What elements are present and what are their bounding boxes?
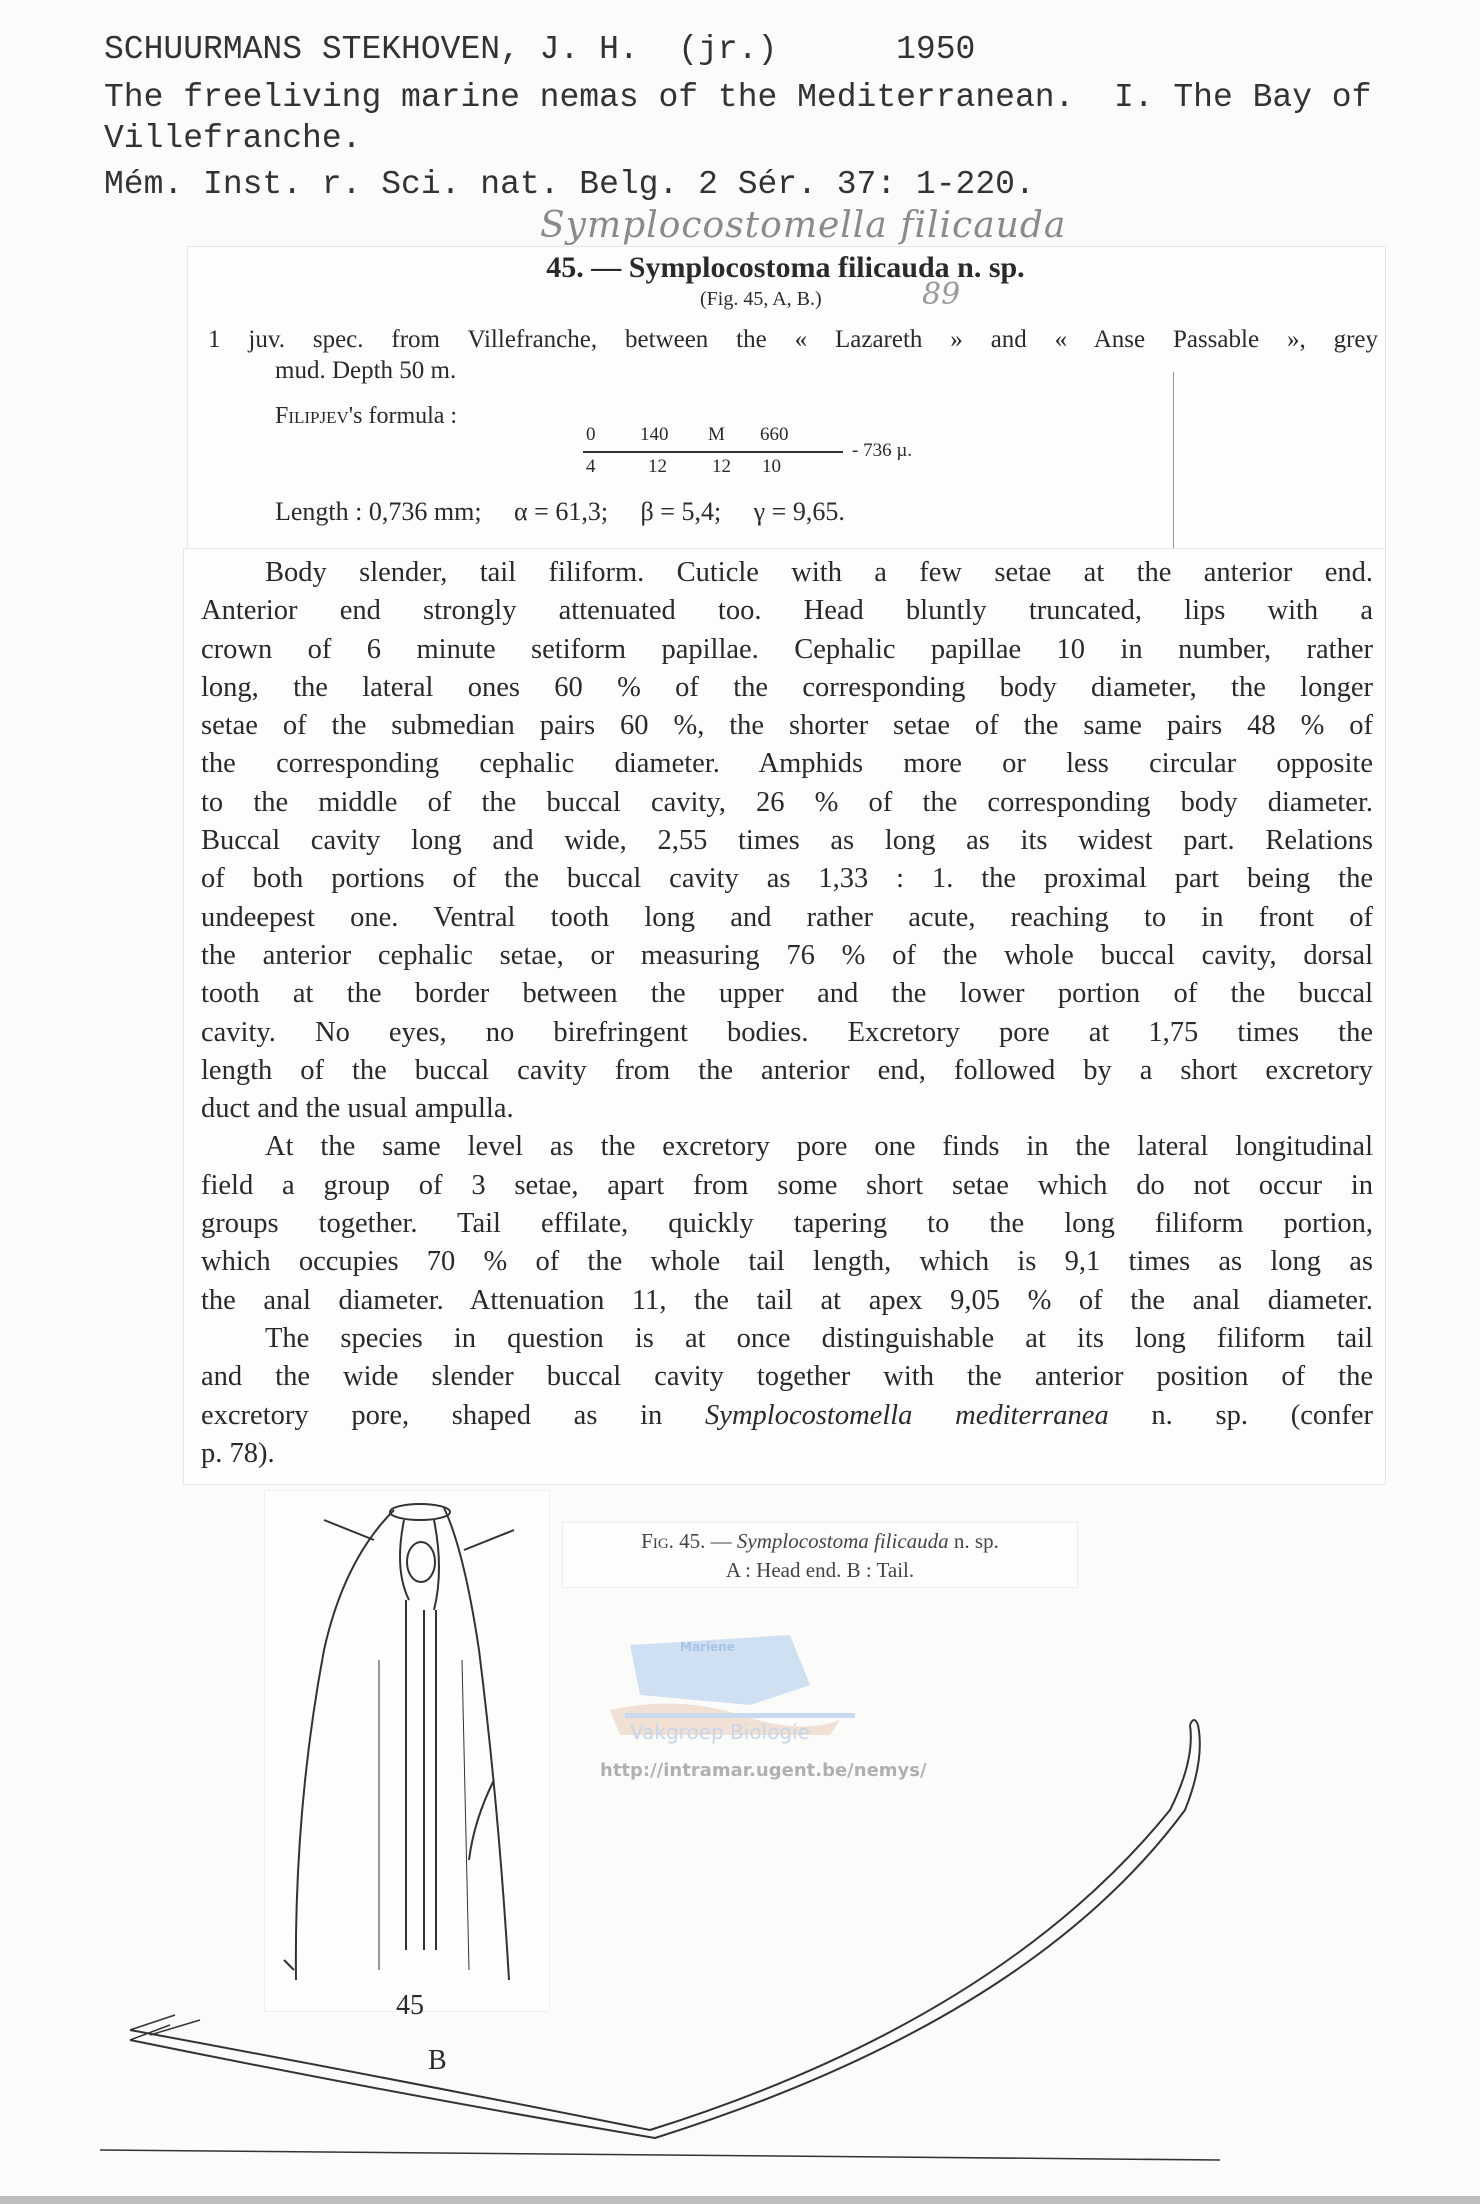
body-line: of both portions of the buccal cavity as 1,33 : 1. the proximal part being the bbox=[201, 863, 1373, 895]
clipping-edge-line bbox=[1173, 372, 1174, 548]
figure-caption-line-2: A : Head end. B : Tail. bbox=[725, 1558, 915, 1582]
formula-label-author: Filipjev bbox=[275, 403, 349, 429]
tail-base-line bbox=[100, 2150, 1220, 2160]
body-line: to the middle of the buccal cavity, 26 % of the corresponding body diameter. bbox=[201, 786, 1373, 818]
body-line: At the same level as the excretory pore one finds in the lateral longitudinal bbox=[265, 1131, 1373, 1163]
tail-outline-lower bbox=[130, 1725, 1191, 2130]
watermark-url: http://intramar.ugent.be/nemys/ bbox=[600, 1760, 927, 1781]
figure-caption-nsp: n. sp. bbox=[948, 1529, 999, 1553]
tail-drawing bbox=[0, 1700, 1480, 2200]
body-line: which occupies 70 % of the whole tail length, which is 9,1 times as long as bbox=[201, 1246, 1373, 1278]
body-line: groups together. Tail effilate, quickly tapering to the long filiform portion, bbox=[201, 1208, 1373, 1240]
tail-figure-label: B bbox=[428, 2045, 447, 2076]
body-line: the anal diameter. Attenuation 11, the tail at apex 9,05 % of the anal diameter. bbox=[201, 1284, 1373, 1316]
citation-author-line: SCHUURMANS STEKHOVEN, J. H. (jr.) 1950 bbox=[104, 31, 976, 68]
body-line-23-pre: excretory pore, shaped as in bbox=[201, 1399, 706, 1431]
scan-bottom-edge bbox=[0, 2196, 1480, 2204]
formula-bottom-0: 4 bbox=[586, 456, 596, 477]
body-line: tooth at the border between the upper and the lower portion of the buccal bbox=[201, 978, 1373, 1010]
body-line: Buccal cavity long and wide, 2,55 times as long as its widest part. Relations bbox=[201, 825, 1373, 857]
formula-total: - 736 µ. bbox=[852, 440, 913, 461]
handwritten-species-name: Symplocostomella filicauda bbox=[540, 205, 1067, 246]
citation-title-line1: The freeliving marine nemas of the Mediterranean. I. The Bay of bbox=[104, 79, 1372, 116]
body-line: duct and the usual ampulla. bbox=[201, 1093, 514, 1125]
body-line: The species in question is at once distinguishable at its long filiform tail bbox=[265, 1322, 1373, 1354]
body-line-with-italic bbox=[201, 1397, 1373, 1435]
head-lip-crown bbox=[390, 1504, 450, 1520]
cephalic-setae bbox=[324, 1520, 514, 1550]
amphid bbox=[407, 1542, 435, 1582]
figure-caption-fig: Fig. 45. — bbox=[641, 1529, 737, 1553]
buccal-cavity bbox=[400, 1520, 439, 1610]
formula-bottom-2: 12 bbox=[712, 456, 731, 477]
formula-top-0: 0 bbox=[586, 424, 596, 445]
formula-top-2: M bbox=[708, 424, 725, 445]
figure-caption bbox=[562, 1522, 1078, 1588]
figure-number-label: 45 bbox=[396, 1990, 424, 2021]
pencil-page-number: 89 bbox=[922, 277, 961, 312]
formula-label-rest: 's formula : bbox=[348, 403, 458, 429]
citation-title-line2: Villefranche. bbox=[104, 120, 362, 157]
species-name-italic: Symplocostomella mediterranea bbox=[705, 1399, 1109, 1431]
figure-caption-line-1 bbox=[563, 1527, 1077, 1556]
figure-reference: (Fig. 45, A, B.) bbox=[700, 288, 822, 310]
body-line: crown of 6 minute setiform papillae. Cephalic papillae 10 in number, rather bbox=[201, 633, 1373, 665]
tail-tip bbox=[1190, 1720, 1198, 1725]
body-line: and the wide slender buccal cavity together with the anterior position of the bbox=[201, 1361, 1373, 1393]
body-line: the corresponding cephalic diameter. Amphids more or less circular opposite bbox=[201, 748, 1373, 780]
body-line-23-post: n. sp. (confer bbox=[1108, 1399, 1373, 1431]
formula-bottom-1: 12 bbox=[648, 456, 667, 477]
body-line: length of the buccal cavity from the anterior end, followed by a short excretory bbox=[201, 1054, 1373, 1086]
body-line: setae of the submedian pairs 60 %, the shorter setae of the same pairs 48 % of bbox=[201, 710, 1373, 742]
watermark-logo-top-text: Mariene bbox=[680, 1640, 735, 1654]
body-line: p. 78). bbox=[201, 1437, 275, 1469]
formula-top-1: 140 bbox=[640, 424, 669, 445]
formula-top-3: 660 bbox=[760, 424, 789, 445]
body-line: undeepest one. Ventral tooth long and rather acute, reaching to in front of bbox=[201, 901, 1373, 933]
species-title: 45. — Symplocostoma filicauda n. sp. bbox=[546, 251, 1025, 284]
description-text bbox=[201, 554, 1373, 1473]
body-line: Body slender, tail filiform. Cuticle with a few setae at the anterior end. bbox=[265, 557, 1373, 588]
watermark-logo-text: Vakgroep Biologie bbox=[630, 1720, 810, 1744]
formula-fraction-bar bbox=[583, 451, 843, 453]
locality-line-2: mud. Depth 50 m. bbox=[275, 357, 457, 384]
body-line: long, the lateral ones 60 % of the corresponding body diameter, the longer bbox=[201, 671, 1373, 703]
body-line: Anterior end strongly attenuated too. Head bluntly truncated, lips with a bbox=[201, 595, 1373, 627]
tail-outline-upper bbox=[130, 1725, 1200, 2138]
formula-bottom-3: 10 bbox=[762, 456, 781, 477]
body-line: field a group of 3 setae, apart from some short setae which do not occur in bbox=[201, 1169, 1373, 1201]
body-line: cavity. No eyes, no birefringent bodies. Excretory pore at 1,75 times the bbox=[201, 1016, 1373, 1048]
citation-journal-line: Mém. Inst. r. Sci. nat. Belg. 2 Sér. 37: 1-220. bbox=[104, 166, 1035, 203]
formula-label bbox=[275, 402, 457, 430]
body-line: the anterior cephalic setae, or measuring 76 % of the whole buccal cavity, dorsal bbox=[201, 939, 1373, 971]
measurements: Length : 0,736 mm; α = 61,3; β = 5,4; γ = 9,65. bbox=[275, 497, 845, 526]
locality-line-1: 1 juv. spec. from Villefranche, between the « Lazareth » and « Anse Passable », grey bbox=[208, 326, 1378, 353]
figure-caption-species: Symplocostoma filicauda bbox=[736, 1529, 949, 1553]
